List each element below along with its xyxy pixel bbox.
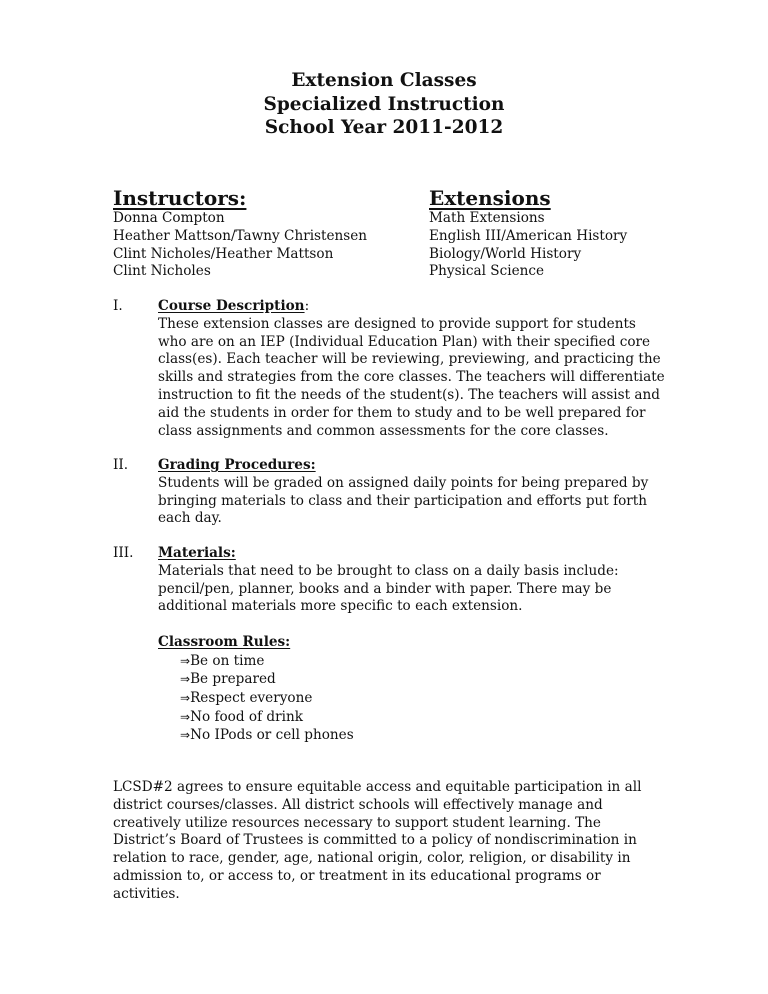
section-text: Materials that need to be brought to class on a daily basis include: pencil/pen, planner, books and a binder with paper. There may be additional materials more specific to each extension. <box>158 562 619 615</box>
classroom-rule-item <box>158 689 668 708</box>
section-heading: Materials: <box>158 545 236 561</box>
instructors-heading: Instructors: <box>113 186 247 210</box>
document-title <box>0 69 768 140</box>
classroom-rule-item <box>158 670 668 689</box>
title-line-3: School Year 2011-2012 <box>264 117 504 138</box>
rule-text: Be prepared <box>190 671 276 688</box>
classroom-rules-heading: Classroom Rules: <box>158 633 291 650</box>
rule-text: No IPods or cell phones <box>190 727 354 744</box>
instructor-item: Heather Mattson/Tawny Christensen <box>113 227 368 244</box>
title-line-2: Specialized Instruction <box>263 93 505 115</box>
double-arrow-icon: ⇒ <box>180 672 191 687</box>
section-numeral: I. <box>113 298 123 314</box>
nondiscrimination-statement: LCSD#2 agrees to ensure equitable access and equitable participation in all district courses/classes. All district schools will effectively manage and creatively utilize resources necessary to support student learning. The District’s Board of Trustees is committed to a policy of nondiscrimination in relation to race, gender, age, national origin, color, religion, or disability in admission to, or access to, or treatment in its educational programs or activities. <box>113 779 642 902</box>
rule-text: Be on time <box>190 652 265 669</box>
classroom-rule-item <box>158 652 668 671</box>
instructor-item: Clint Nicholes <box>113 263 211 280</box>
instructor-item: Clint Nicholes/Heather Mattson <box>113 245 334 262</box>
extension-item: Math Extensions <box>429 210 545 226</box>
instructors-column <box>113 186 413 281</box>
section-numeral: II. <box>113 457 129 473</box>
classroom-rule-item <box>158 726 668 745</box>
rule-text: Respect everyone <box>190 689 313 706</box>
extension-item: Physical Science <box>429 263 545 280</box>
classroom-rule-item <box>158 708 668 727</box>
section-heading: Grading Procedures: <box>158 457 316 473</box>
extension-item: English III/American History <box>429 227 628 244</box>
extensions-column <box>429 186 729 281</box>
extensions-heading: Extensions <box>429 186 551 210</box>
rule-text: No food of drink <box>190 708 303 725</box>
double-arrow-icon: ⇒ <box>180 728 191 743</box>
section-heading-suffix: : <box>304 298 310 314</box>
section-text: Students will be graded on assigned daily points for being prepared by bringing materials to class and their participation and efforts put forth each day. <box>158 474 649 527</box>
double-arrow-icon: ⇒ <box>180 653 191 668</box>
extension-item: Biology/World History <box>429 245 582 262</box>
section-heading: Course Description <box>158 298 305 314</box>
instructor-item: Donna Compton <box>113 210 225 226</box>
section-text: These extension classes are designed to provide support for students who are on an IEP (Individual Education Plan) with their specified core class(es). Each teacher will be reviewing, previewing, and practicing the skills and strategies from the core classes. The teachers will differentiate instruction to fit the needs of the student(s). The teachers will assist and aid the students in order for them to study and to be well prepared for class assignments and common assessments for the core classes. <box>158 315 665 439</box>
double-arrow-icon: ⇒ <box>180 690 191 705</box>
section-numeral: III. <box>113 545 134 561</box>
title-line-1: Extension Classes <box>291 70 477 91</box>
double-arrow-icon: ⇒ <box>180 709 191 724</box>
